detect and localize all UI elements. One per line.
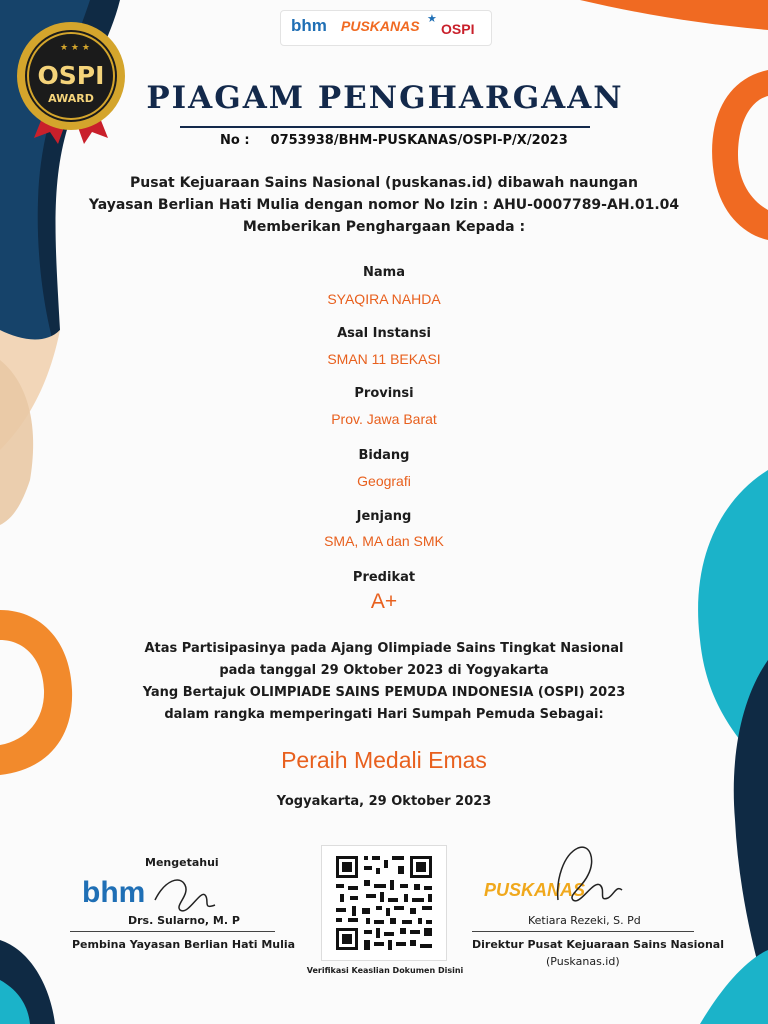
right-signature-subtitle: (Puskanas.id): [546, 955, 620, 968]
right-signature-logo: PUSKANAS: [484, 880, 586, 900]
star-icon: ★: [427, 12, 437, 25]
right-signature-name: Ketiara Rezeki, S. Pd: [528, 914, 641, 927]
badge-bottom-text: AWARD: [48, 92, 94, 105]
ospi-award-badge: [12, 20, 130, 144]
left-signature-heading: Mengetahui: [145, 856, 219, 869]
right-signature-line: [472, 931, 694, 932]
body-line: pada tanggal 29 Oktober 2023 di Yogyakarta: [219, 663, 549, 678]
badge-top-text: OSPI: [37, 61, 105, 90]
body-line: Atas Partisipasinya pada Ajang Olimpiade Sains Tingkat Nasional: [144, 641, 624, 656]
right-signature-title: Direktur Pusat Kejuaraan Sains Nasional: [472, 938, 724, 951]
number-value: 0753938/BHM-PUSKANAS/OSPI-P/X/2023: [270, 133, 568, 148]
left-signature-scribble: [150, 870, 220, 920]
intro-line: Yayasan Berlian Hati Mulia dengan nomor No Izin : AHU-0007789-AH.01.04: [88, 197, 680, 213]
verification-qr-code[interactable]: [321, 845, 447, 961]
field-value-bidang: Geografi: [357, 473, 411, 489]
intro-line: Pusat Kejuaraan Sains Nasional (puskanas.id) dibawah naungan: [130, 175, 638, 191]
field-label-instansi: Asal Instansi: [337, 326, 431, 341]
field-value-predikat: A+: [370, 590, 398, 613]
certificate-number: [220, 133, 568, 148]
participation-text: [0, 638, 768, 726]
award-title: Peraih Medali Emas: [281, 747, 487, 773]
page-title: PIAGAM PENGHARGAAN: [146, 80, 624, 116]
body-line: dalam rangka memperingati Hari Sumpah Pemuda Sebagai:: [164, 707, 604, 722]
field-value-nama: SYAQIRA NAHDA: [327, 291, 441, 307]
verification-caption: Verifikasi Keaslian Dokumen Disini: [306, 966, 464, 975]
place-date: Yogyakarta, 29 Oktober 2023: [276, 794, 492, 809]
field-label-predikat: Predikat: [352, 570, 416, 585]
left-signature-logo: bhm: [82, 876, 146, 909]
field-value-instansi: SMAN 11 BEKASI: [327, 351, 441, 367]
intro-text: [0, 172, 768, 238]
left-signature-name: Drs. Sularno, M. P: [128, 914, 240, 927]
left-signature-line: [70, 931, 275, 932]
field-label-provinsi: Provinsi: [354, 386, 414, 401]
field-label-nama: Nama: [363, 265, 405, 280]
right-signature-scribble: [548, 840, 628, 915]
field-label-jenjang: Jenjang: [356, 509, 412, 524]
title-divider: [180, 126, 590, 128]
field-value-jenjang: SMA, MA dan SMK: [324, 533, 444, 549]
intro-line: Memberikan Penghargaan Kepada :: [242, 219, 526, 235]
bhm-logo: bhm: [291, 16, 327, 35]
body-line: Yang Bertajuk OLIMPIADE SAINS PEMUDA INDONESIA (OSPI) 2023: [142, 685, 626, 700]
ospi-logo: OSPI: [441, 21, 475, 37]
puskanas-logo: PUSKANAS: [341, 18, 420, 34]
number-label: No :: [220, 133, 250, 148]
partner-logos: [280, 10, 492, 46]
field-value-provinsi: Prov. Jawa Barat: [331, 411, 437, 427]
svg-text:★ ★ ★: ★ ★ ★: [60, 43, 90, 53]
field-label-bidang: Bidang: [358, 448, 410, 463]
left-signature-title: Pembina Yayasan Berlian Hati Mulia: [72, 938, 296, 951]
